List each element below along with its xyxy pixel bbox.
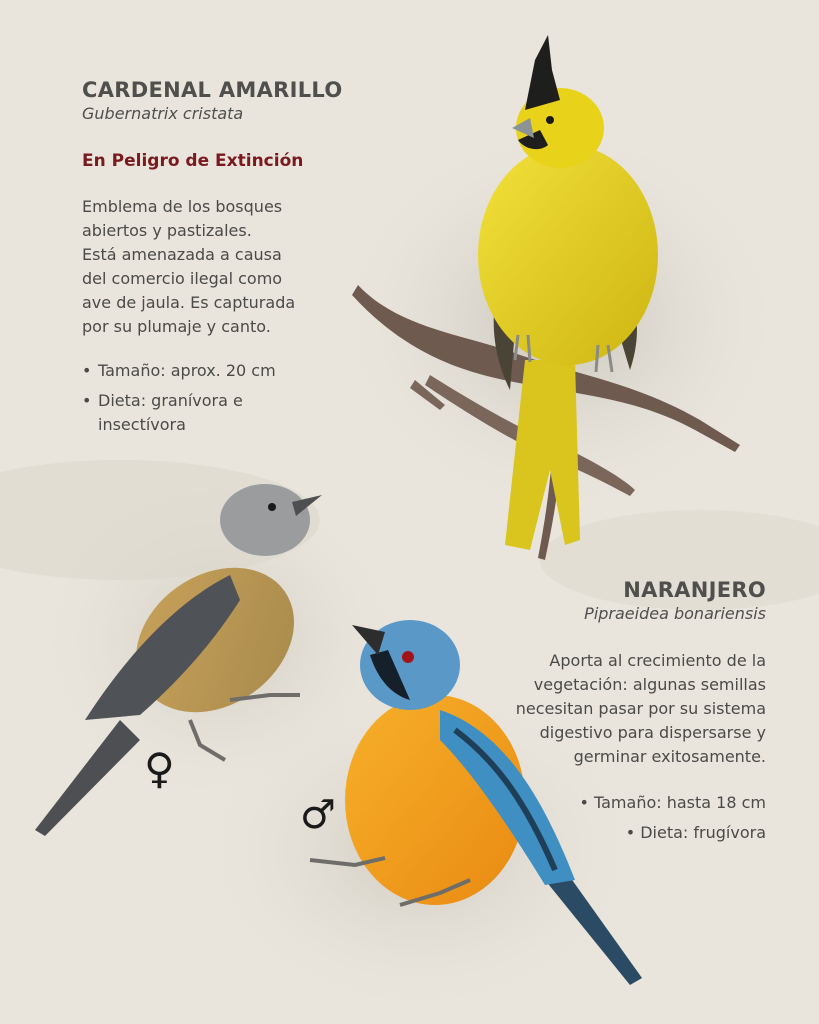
description-line: Emblema de los bosques bbox=[82, 197, 283, 216]
description-line: ave de jaula. Es capturada bbox=[82, 293, 296, 312]
conservation-status: En Peligro de Extinción bbox=[82, 151, 304, 171]
description-line: digestivo para dispersarse y bbox=[539, 723, 766, 742]
fact-text: Tamaño: aprox. 20 cm bbox=[98, 361, 276, 380]
fact-text: Dieta: frugívora bbox=[640, 823, 766, 842]
fact-text: Tamaño: hasta 18 cm bbox=[594, 793, 766, 812]
tanager-section bbox=[464, 578, 766, 851]
fact-text: insectívora bbox=[98, 415, 186, 434]
description-line: Está amenazada a causa bbox=[82, 245, 282, 264]
species-description bbox=[464, 649, 766, 769]
species-title: NARANJERO bbox=[623, 578, 766, 602]
bullet: • bbox=[82, 391, 92, 410]
description-line: necesitan pasar por su sistema bbox=[515, 699, 766, 718]
fact-item-diet bbox=[464, 821, 766, 845]
description-line: vegetación: algunas semillas bbox=[533, 675, 766, 694]
description-line: germinar exitosamente. bbox=[573, 747, 766, 766]
yellow-cardinal-section bbox=[82, 78, 382, 443]
description-line: Aporta al crecimiento de la bbox=[549, 651, 766, 670]
fact-item-size bbox=[464, 791, 766, 815]
description-line: por su plumaje y canto. bbox=[82, 317, 271, 336]
male-symbol-icon: ♂ bbox=[300, 792, 336, 838]
fact-item-size bbox=[82, 359, 382, 383]
description-line: del comercio ilegal como bbox=[82, 269, 283, 288]
scientific-name: Pipraeidea bonariensis bbox=[584, 604, 766, 623]
description-line: abiertos y pastizales. bbox=[82, 221, 252, 240]
bullet: • bbox=[625, 823, 636, 842]
fact-item-diet bbox=[82, 389, 382, 437]
species-title: CARDENAL AMARILLO bbox=[82, 78, 343, 102]
facts-list bbox=[82, 359, 382, 437]
female-symbol-icon: ♀ bbox=[144, 744, 175, 793]
facts-list bbox=[464, 791, 766, 845]
fact-text: Dieta: granívora e bbox=[98, 391, 243, 410]
species-description bbox=[82, 195, 382, 339]
bullet: • bbox=[82, 361, 92, 380]
bullet: • bbox=[579, 793, 589, 812]
scientific-name: Gubernatrix cristata bbox=[82, 104, 244, 123]
